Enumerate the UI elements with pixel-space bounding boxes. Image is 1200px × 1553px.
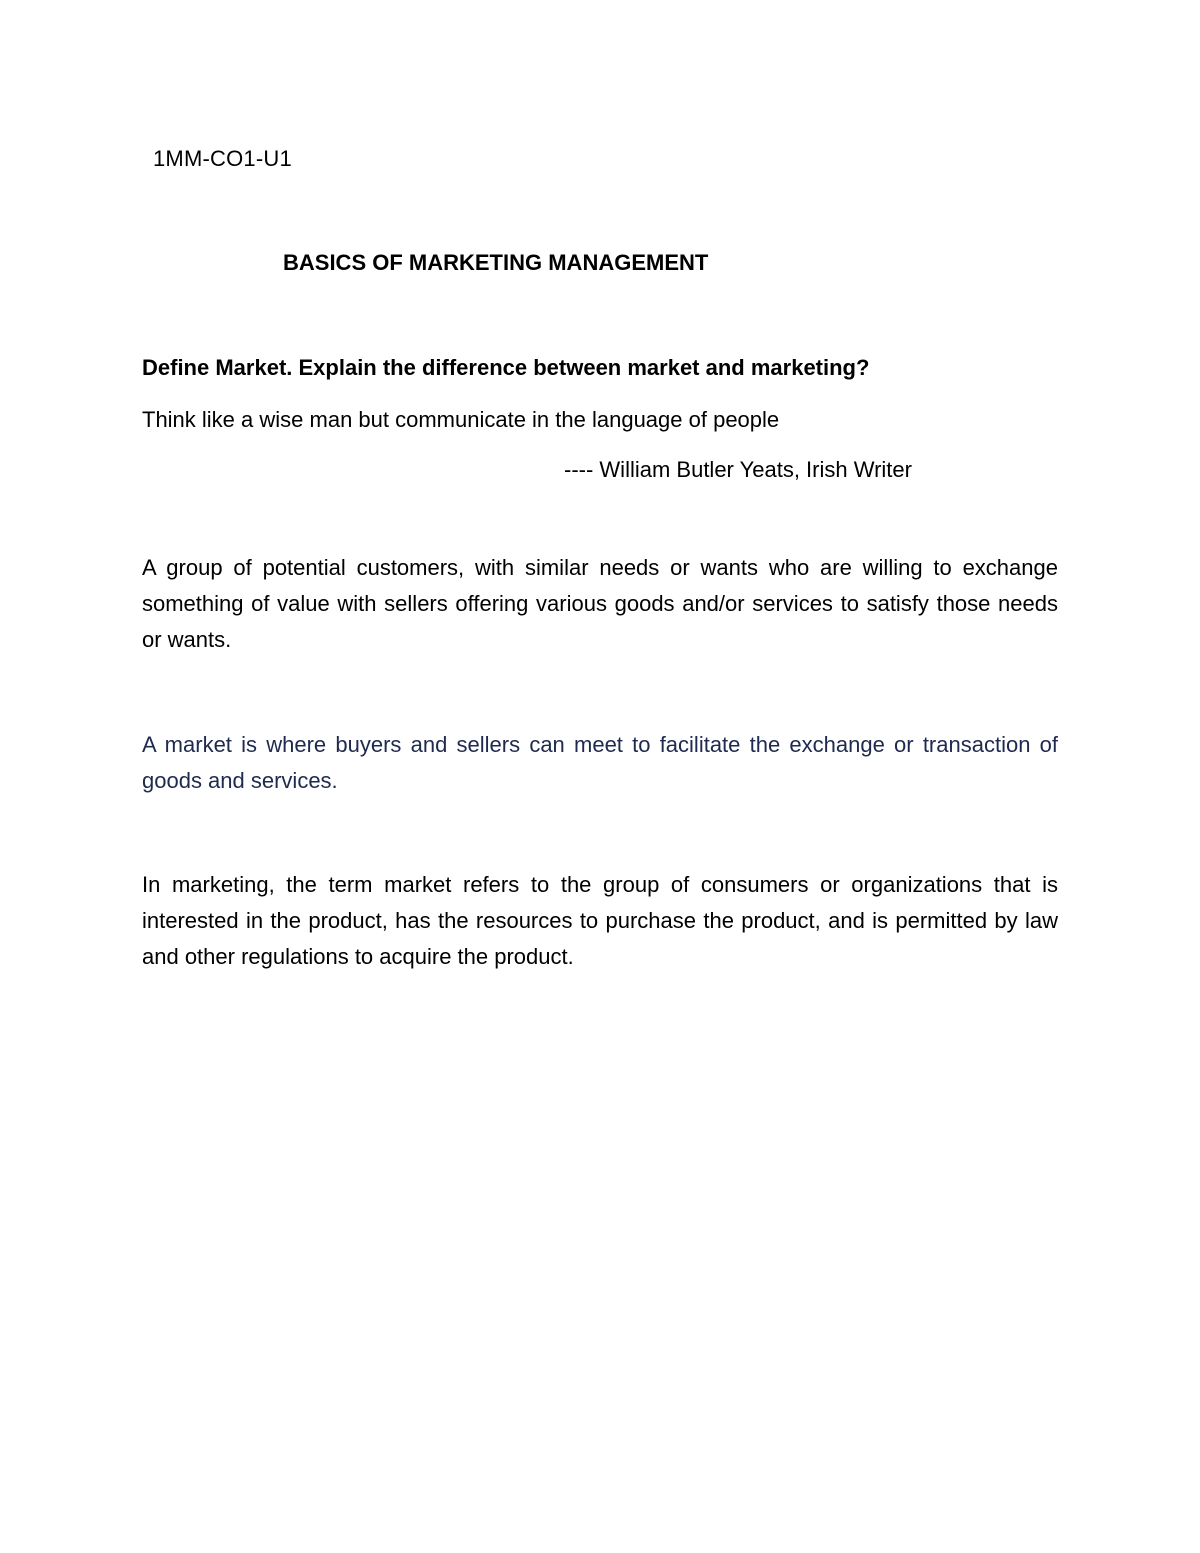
quote-attribution: ---- William Butler Yeats, Irish Writer [564,457,912,482]
document-title: BASICS OF MARKETING MANAGEMENT [283,250,709,275]
document-code: 1MM-CO1-U1 [153,146,292,171]
paragraph-definition: A group of potential customers, with similar needs or wants who are willing to exchange something of value with sellers offering various goods and/or services to satisfy those needs or wants. [142,555,1058,652]
quote-text: Think like a wise man but communicate in the language of people [142,407,780,432]
paragraph-marketing-term: In marketing, the term market refers to the group of consumers or organizations that is interested in the product, has the resources to purchase the product, and is permitted by law and other regulations to acquire the product. [142,872,1058,969]
paragraph-market-place: A market is where buyers and sellers can meet to facilitate the exchange or transaction of goods and services. [142,732,1058,793]
question-heading: Define Market. Explain the difference between market and marketing? [142,355,870,380]
